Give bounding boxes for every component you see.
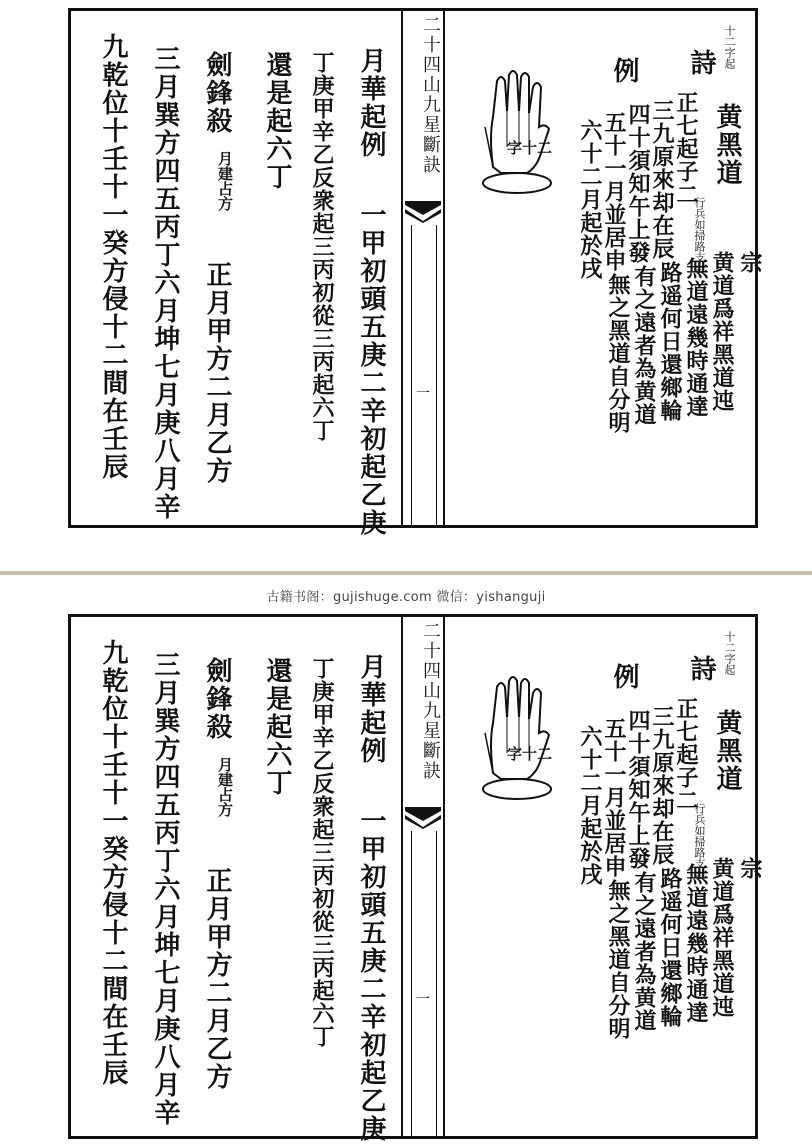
book-spread-bottom — [68, 614, 763, 1143]
poem-label: 詩 — [686, 655, 716, 683]
poem-line-1: 黄道爲祥黑道迍 — [709, 251, 735, 412]
poem-line-5: 無之黑道自分明 — [605, 879, 631, 1040]
left-line-5: 月建占方 — [216, 151, 234, 211]
poem-line-2: 無道遠幾時通達 — [683, 257, 709, 418]
poem-line-4: 有之遠者為黄道 — [631, 871, 657, 1032]
left-heading: 月華起例 — [356, 47, 386, 159]
hand-center-mark: 字十二 — [507, 139, 553, 157]
left-line-6: 正月甲方二月乙方 — [202, 867, 232, 1091]
example-label: 例 — [609, 57, 639, 85]
spine-inner-lines — [411, 225, 437, 525]
left-line-8: 九乾位十壬十一癸方侵十二間在壬辰 — [98, 639, 128, 1087]
example-line-4: 五十一月並居申 — [601, 111, 627, 272]
poem-line-4: 有之遠者為黄道 — [631, 265, 657, 426]
example-line-1: 正七起子二 — [673, 697, 699, 812]
left-line-2: 丁庚甲辛乙反衆起三丙初從三丙起六丁 — [309, 657, 335, 1048]
left-line-7: 三月巽方四五丙丁六月坤七月庚八月辛 — [150, 45, 180, 521]
example-line-2: 三九原來却在辰 — [649, 705, 675, 866]
hand-center-mark: 字十二 — [507, 745, 553, 763]
example-line-5: 六十二月起於戌 — [577, 119, 603, 280]
poem-line-3: 路遥何日還鄉輪 — [657, 867, 683, 1028]
watermark-text: 古籍书阁：gujishuge.com 微信：yishanguji — [266, 590, 546, 605]
palm-hand-icon — [471, 673, 561, 803]
example-line-3: 四十須知午上發 — [625, 103, 651, 264]
poem-marker: 宗 — [737, 251, 763, 274]
spine-title: 二十四山九星斷訣 — [420, 621, 441, 781]
spine — [401, 617, 445, 1136]
palm-hand-icon — [471, 67, 561, 197]
left-line-3: 還是起六丁 — [262, 657, 292, 797]
fish-tail-mark — [405, 807, 441, 829]
page-number-mark: 一 — [416, 992, 430, 1008]
example-line-5: 六十二月起於戌 — [577, 725, 603, 886]
heading-note: 行兵如掃路支吉 — [693, 803, 706, 880]
section-heading: 黄黑道 — [712, 709, 742, 793]
left-line-1: 一甲初頭五庚二辛初起乙庚 — [356, 807, 386, 1143]
spine — [401, 11, 445, 525]
book-spread-top — [68, 8, 763, 537]
poem-marker: 宗 — [737, 857, 763, 880]
left-line-7: 三月巽方四五丙丁六月坤七月庚八月辛 — [150, 651, 180, 1127]
left-line-5: 月建占方 — [216, 757, 234, 817]
page-divider-band — [0, 571, 812, 575]
section-heading: 黄黑道 — [712, 103, 742, 187]
example-line-3: 四十須知午上發 — [625, 709, 651, 870]
example-line-1: 正七起子二 — [673, 91, 699, 206]
example-line-2: 三九原來却在辰 — [649, 99, 675, 260]
spine-title: 二十四山九星斷訣 — [420, 15, 441, 175]
poem-line-3: 路遥何日還鄉輪 — [657, 261, 683, 422]
page-number-mark: 一 — [416, 386, 430, 402]
left-line-1: 一甲初頭五庚二辛初起乙庚 — [356, 201, 386, 537]
left-line-4: 劍鋒殺 — [202, 657, 232, 741]
poem-line-5: 無之黑道自分明 — [605, 273, 631, 434]
fish-tail-mark — [405, 201, 441, 223]
left-line-2: 丁庚甲辛乙反衆起三丙初從三丙起六丁 — [309, 51, 335, 442]
left-line-3: 還是起六丁 — [262, 51, 292, 191]
example-line-4: 五十一月並居申 — [601, 717, 627, 878]
example-label: 例 — [609, 663, 639, 691]
corner-note: 十二字起 — [723, 25, 736, 69]
poem-label: 詩 — [686, 49, 716, 77]
poem-line-1: 黄道爲祥黑道迍 — [709, 857, 735, 1018]
left-heading: 月華起例 — [356, 653, 386, 765]
heading-note: 行兵如掃路支吉 — [693, 197, 706, 274]
left-line-8: 九乾位十壬十一癸方侵十二間在壬辰 — [98, 33, 128, 481]
corner-note: 十二字起 — [723, 631, 736, 675]
spine-inner-lines — [411, 831, 437, 1136]
poem-line-2: 無道遠幾時通達 — [683, 863, 709, 1024]
left-line-4: 劍鋒殺 — [202, 51, 232, 135]
left-line-6: 正月甲方二月乙方 — [202, 261, 232, 485]
